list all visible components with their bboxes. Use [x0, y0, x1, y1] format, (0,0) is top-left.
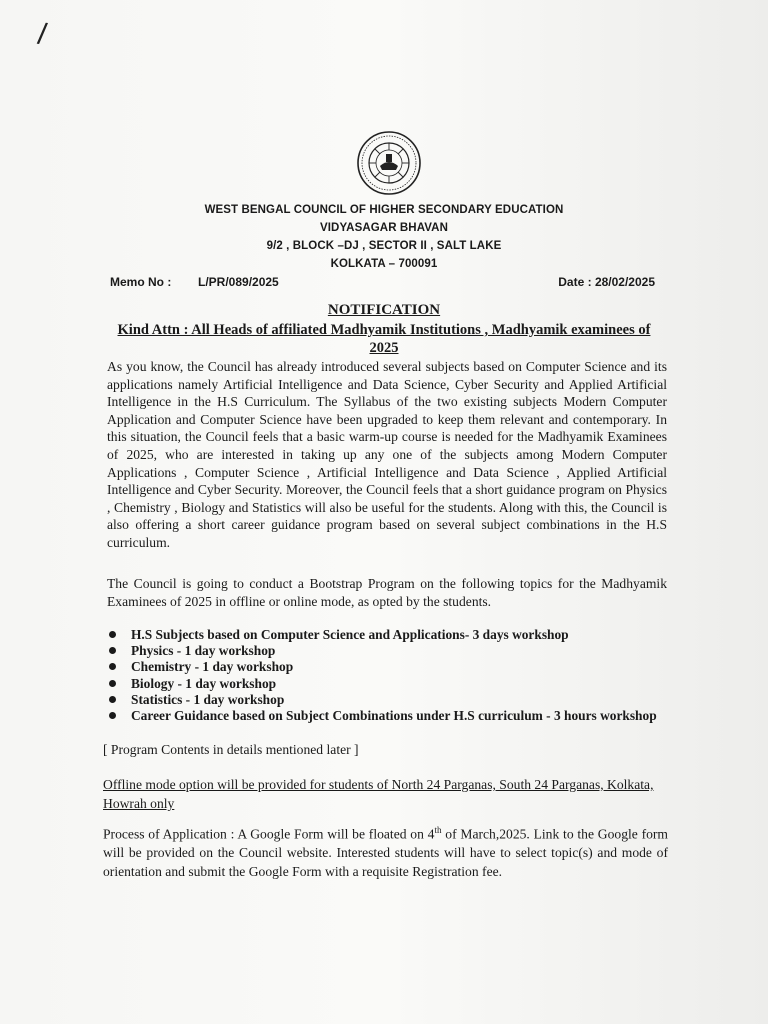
bullet-icon [109, 680, 116, 687]
list-item: H.S Subjects based on Computer Science and Applications- 3 days workshop [107, 627, 667, 643]
bullet-icon [109, 663, 116, 670]
list-item: Chemistry - 1 day workshop [107, 659, 667, 675]
program-contents-note: [ Program Contents in details mentioned later ] [103, 742, 359, 757]
council-seal-icon [356, 130, 422, 196]
header-address: 9/2 , BLOCK –DJ , SECTOR II , SALT LAKE [266, 240, 502, 252]
workshop-list [107, 627, 667, 724]
bullet-icon [109, 696, 116, 703]
offline-mode-note: Offline mode option will be provided for students of North 24 Parganas, South 24 Parganas, Kolkata, Howrah only [103, 777, 654, 811]
intro-paragraph: As you know, the Council has already introduced several subjects based on Computer Science and its applications namely Artificial Intelligence and Data Science, Cyber Security and Applied Artificial Intelligence in the H.S Curriculum. The Syllabus of the two existing subjects Modern Computer Application and Computer Science have been upgraded to keep them relevant and contemporary. In this situation, the Council feels that a basic warm-up course is needed for the Madhyamik Examinees of 2025, who are interested in taking up any one of the subjects among Modern Computer Applications , Computer Science , Artificial Intelligence and Data Science , Applied Artificial Intelligence and Cyber Security. Moreover, the Council feels that a short guidance program on Physics , Chemistry , Biology and Statistics will also be useful for the students. Along with this, the Council is also offering a short career guidance program based on several subject combinations in the H.S curriculum. [107, 359, 667, 550]
header-city: KOLKATA – 700091 [330, 258, 438, 270]
bullet-icon [109, 647, 116, 654]
process-paragraph: Process of Application : A Google Form will be floated on 4th of March,2025. Link to the Google form will be provided on the Council website. Interested students will have to select topic(s) and mode of orientation and submit the Google Form with a requisite Registration fee. [103, 825, 668, 879]
bootstrap-paragraph: The Council is going to conduct a Bootstrap Program on the following topics for the Madhyamik Examinees of 2025 in offline or online mode, as opted by the students. [107, 576, 667, 609]
memo-date: Date : 28/02/2025 [558, 275, 655, 289]
bullet-icon [109, 712, 116, 719]
list-item: Career Guidance based on Subject Combinations under H.S curriculum - 3 hours workshop [107, 708, 667, 724]
list-item: Statistics - 1 day workshop [107, 692, 667, 708]
memo-number: L/PR/089/2025 [198, 275, 279, 289]
list-item: Physics - 1 day workshop [107, 643, 667, 659]
header-council-name: WEST BENGAL COUNCIL OF HIGHER SECONDARY EDUCATION [204, 204, 564, 216]
list-item: Biology - 1 day workshop [107, 676, 667, 692]
notification-title: NOTIFICATION [327, 302, 441, 318]
header-building: VIDYASAGAR BHAVAN [319, 222, 448, 234]
bullet-icon [109, 631, 116, 638]
attention-line: Kind Attn : All Heads of affiliated Madhyamik Institutions , Madhyamik examinees of 2025 [117, 322, 651, 356]
handwritten-mark: / [35, 17, 49, 52]
memo-label: Memo No : [110, 275, 172, 289]
